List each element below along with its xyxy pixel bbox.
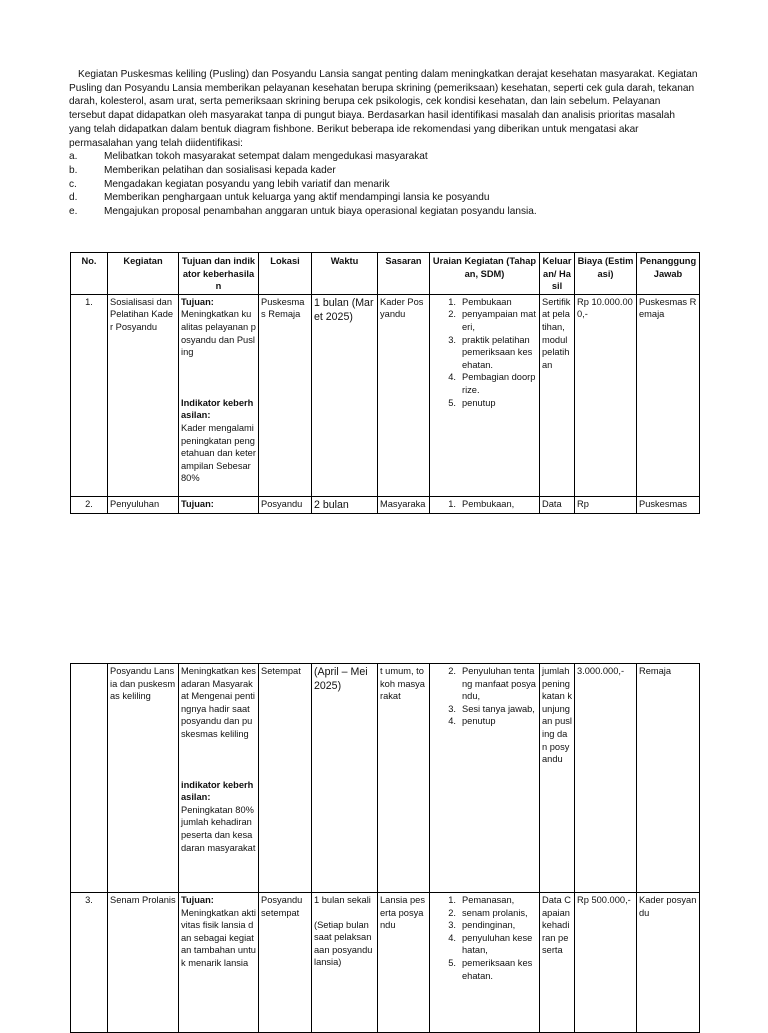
header-lokasi: Lokasi [259, 253, 312, 295]
recommendation-text: Mengadakan kegiatan posyandu yang lebih variatif dan menarik [104, 178, 390, 190]
step-number: 4. [448, 372, 456, 383]
table-row [71, 893, 700, 1033]
step-text: senam prolanis, [462, 907, 528, 918]
lokasi-cell: Setempat [259, 664, 312, 893]
recommendation-letter: a. [69, 151, 78, 163]
step-item [432, 715, 537, 728]
step-text: penutup [462, 397, 496, 408]
waktu-note: (Setiap bulan saat pelaksanaan posyandu lansia) [314, 919, 373, 968]
recommendation-letter: e. [69, 206, 78, 218]
indikator-label: Indikator keberhasilan: [181, 397, 254, 421]
tujuan-cell [179, 294, 259, 496]
step-number: 2. [448, 309, 456, 320]
tujuan-cell [179, 496, 259, 513]
header-penanggung-jawab: Penanggung Jawab [637, 253, 700, 295]
step-text: Pembukaan [462, 296, 512, 307]
step-text: Pembukaan, [462, 498, 515, 509]
step-text: Pembagian doorprize. [462, 372, 536, 395]
waktu-cell: 1 bulan (Maret 2025) [312, 294, 378, 496]
uraian-cell [430, 893, 540, 1033]
header-kegiatan: Kegiatan [108, 253, 179, 295]
waktu-cell: 2 bulan [312, 496, 378, 513]
header-sasaran: Sasaran [378, 253, 430, 295]
waktu-cell: (April – Mei 2025) [312, 664, 378, 893]
step-number: 3. [448, 920, 456, 931]
row-number: 3. [71, 893, 108, 1033]
step-text: praktik pelatihan pemeriksaan kesehatan. [462, 334, 533, 370]
kegiatan-cell: Senam Prolanis [108, 893, 179, 1033]
kegiatan-cell: Sosialisasi dan Pelatihan Kader Posyandu [108, 294, 179, 496]
step-item [432, 296, 537, 309]
step-number: 1. [448, 498, 456, 509]
penanggung-jawab-cell: Kader posyandu [637, 893, 700, 1033]
sasaran-cell: Lansia peserta posyandu [378, 893, 430, 1033]
indikator-label: indikator keberhasilan: [181, 779, 254, 803]
recommendation-letter: d. [69, 192, 78, 204]
step-text: penyuluhan kesehatan, [462, 932, 533, 956]
step-list [432, 498, 537, 511]
recommendation-item [69, 150, 699, 164]
lokasi-cell: Puskesmas Remaja [259, 294, 312, 496]
step-text: Pemanasan, [462, 895, 515, 905]
keluaran-cell: Sertifikat pelatihan, modul pelatihan [540, 294, 575, 496]
tujuan-label: Tujuan: [181, 498, 214, 509]
step-item [432, 371, 537, 396]
indikator-text: Kader mengalami peningkatan pengetahuan dan keterampilan Sebesar 80% [181, 422, 256, 484]
lokasi-cell: Posyandu setempat [259, 893, 312, 1033]
step-item [432, 334, 537, 372]
table-row [71, 496, 700, 513]
kegiatan-cell: Posyandu Lansia dan puskesmas keliling [108, 664, 179, 893]
indikator-text: Peningkatan 80% jumlah kehadiran peserta dan kesadaran masyarakat [181, 804, 256, 853]
step-list [432, 894, 537, 982]
header-no: No. [71, 253, 108, 295]
step-text: penutup [462, 716, 496, 727]
recommendation-list [69, 150, 699, 219]
penanggung-jawab-cell: Remaja [637, 664, 700, 893]
table-row [71, 294, 700, 496]
step-text: pendinginan, [462, 920, 516, 931]
recommendation-item [69, 164, 699, 178]
recommendation-text: Memberikan pelatihan dan sosialisasi kepada kader [104, 164, 336, 176]
uraian-cell [430, 294, 540, 496]
tujuan-text: Meningkatkan kualitas pelayanan posyandu dan Pusling [181, 309, 256, 358]
biaya-cell: Rp [575, 496, 637, 513]
step-item [432, 498, 537, 511]
activity-table-part-2 [70, 663, 700, 1033]
tujuan-label: Tujuan: [181, 895, 214, 905]
tujuan-cell [179, 893, 259, 1033]
keluaran-cell: Data Capaian kehadiran peserta [540, 893, 575, 1033]
step-number: 1. [448, 895, 456, 905]
header-waktu: Waktu [312, 253, 378, 295]
recommendation-letter: c. [69, 178, 77, 190]
step-item [432, 308, 537, 333]
sasaran-cell: Masyaraka [378, 496, 430, 513]
header-biaya: Biaya (Estimasi) [575, 253, 637, 295]
step-item [432, 665, 537, 703]
step-text: penyampaian materi, [462, 309, 536, 332]
kegiatan-cell: Penyuluhan [108, 496, 179, 513]
biaya-cell: Rp 500.000,- [575, 893, 637, 1033]
step-text: Penyuluhan tentang manfaat posyandu, [462, 666, 536, 702]
step-number: 2. [448, 666, 456, 676]
sasaran-cell: Kader Posyandu [378, 294, 430, 496]
step-item [432, 397, 537, 410]
recommendation-text: Memberikan penghargaan untuk keluarga yang aktif mendampingi lansia ke posyandu [104, 192, 490, 204]
row-number [71, 664, 108, 893]
lokasi-cell: Posyandu [259, 496, 312, 513]
step-item [432, 703, 537, 716]
step-list [432, 296, 537, 409]
tujuan-cell [179, 664, 259, 893]
biaya-cell: 3.000.000,- [575, 664, 637, 893]
header-keluaran: Keluar an/ Hasil [540, 253, 575, 295]
activity-table-part-1 [70, 252, 700, 514]
header-tujuan: Tujuan dan indikator keberhasilan [179, 253, 259, 295]
tujuan-text: Meningkatkan kesadaran Masyarakat Mengenai pentingnya hadir saat posyandu dan puskesmas keliling [181, 666, 256, 739]
recommendation-item [69, 205, 699, 219]
step-text: Sesi tanya jawab, [462, 703, 535, 714]
step-list [432, 665, 537, 728]
keluaran-cell: jumlah peningkatan kunjungan pusling dan posyandu [540, 664, 575, 893]
intro-paragraph: Kegiatan Puskesmas keliling (Pusling) dan Posyandu Lansia sangat penting dalam meningkatkan derajat kesehatan masyarakat. Kegiatan Pusling dan Posyandu Lansia memberikan pelayanan kesehatan berupa skrining (pemeriksaan) kesehatan, seperti cek gula darah, tekanan darah, kolesterol, asam urat, serta pemeriksaan skrining berupa cek psikologis, cek kondisi kesehatan, dan lain sebelum. Pelayanan tersebut dapat didapatkan oleh masyarakat tanpa di pungut biaya. Berdasarkan hasil identifikasi masalah dan analisis prioritas masalah yang telah didapatkan dalam bentuk diagram fishbone. Berikut beberapa ide rekomendasi yang diberikan untuk mengatasi akar permasalahan yang telah diidentifikasi: [69, 69, 698, 149]
intro-text [69, 68, 699, 219]
sasaran-cell: t umum, tokoh masyarakat [378, 664, 430, 893]
table-row [71, 664, 700, 893]
step-number: 2. [448, 907, 456, 918]
uraian-cell [430, 496, 540, 513]
recommendation-item [69, 191, 699, 205]
recommendation-letter: b. [69, 164, 78, 176]
tujuan-text: Meningkatkan aktivitas fisik lansia dan sebagai kegiatan tambahan untuk menarik lansia [181, 907, 256, 968]
step-number: 4. [448, 932, 456, 943]
step-text: pemeriksaan kesehatan. [462, 957, 533, 981]
step-item [432, 957, 537, 982]
keluaran-cell: Data [540, 496, 575, 513]
table-header-row [71, 253, 700, 295]
uraian-cell [430, 664, 540, 893]
step-number: 5. [448, 957, 456, 968]
tujuan-label: Tujuan: [181, 296, 214, 307]
biaya-cell: Rp 10.000.000,- [575, 294, 637, 496]
step-number: 3. [448, 703, 456, 714]
waktu-cell [312, 893, 378, 1033]
step-item [432, 894, 537, 907]
step-item [432, 932, 537, 957]
step-item [432, 907, 537, 920]
step-number: 1. [448, 296, 456, 307]
penanggung-jawab-cell: Puskesmas [637, 496, 700, 513]
recommendation-item [69, 178, 699, 192]
penanggung-jawab-cell: Puskesmas Remaja [637, 294, 700, 496]
step-number: 5. [448, 397, 456, 408]
step-number: 4. [448, 716, 456, 727]
step-item [432, 919, 537, 932]
waktu-main: 1 bulan sekali [314, 895, 371, 905]
row-number: 2. [71, 496, 108, 513]
step-number: 3. [448, 334, 456, 345]
recommendation-text: Mengajukan proposal penambahan anggaran untuk biaya operasional kegiatan posyandu lansia. [104, 206, 537, 218]
recommendation-text: Melibatkan tokoh masyarakat setempat dalam mengedukasi masyarakat [104, 151, 428, 163]
header-uraian: Uraian Kegiatan (Tahapan, SDM) [430, 253, 540, 295]
row-number: 1. [71, 294, 108, 496]
